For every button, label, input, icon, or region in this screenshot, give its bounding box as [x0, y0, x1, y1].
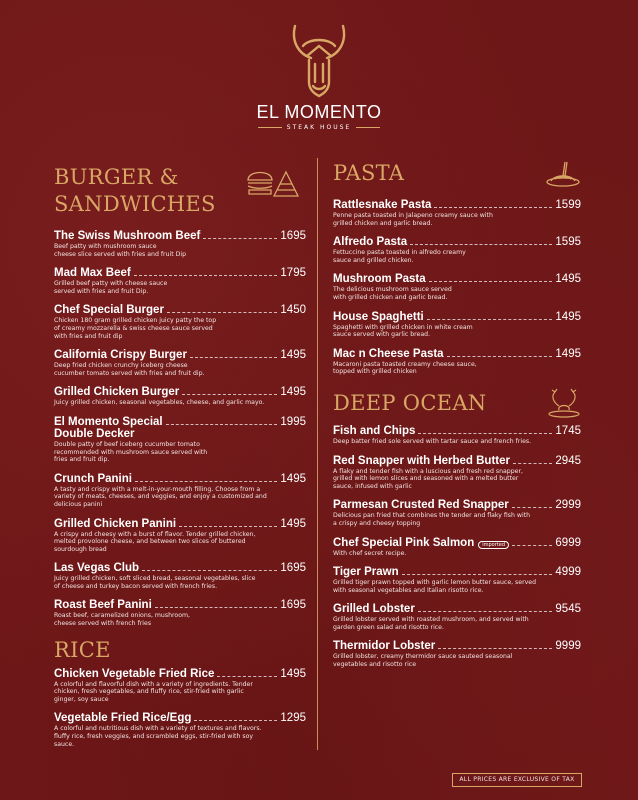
menu-item [54, 386, 306, 407]
menu-item [333, 311, 581, 339]
dotted-leader [512, 507, 553, 508]
item-name: Alfredo Pasta [333, 236, 408, 249]
item-name-line-2: Double Decker [54, 427, 135, 440]
item-name: Vegetable Fried Rice/Egg [54, 712, 192, 725]
item-name: Chef Special Pink Salmon [333, 536, 475, 549]
item-price: 1450 [280, 304, 306, 317]
section-title-rice: RICE [54, 637, 111, 662]
menu-item [54, 599, 306, 627]
item-name: Las Vegas Club [54, 562, 140, 575]
dotted-leader [134, 275, 278, 276]
menu-item [54, 349, 306, 377]
menu-item [333, 236, 581, 264]
item-name: Rattlesnake Pasta [333, 199, 432, 211]
item-price: 1795 [280, 267, 306, 280]
item-name: El Momento Special [54, 415, 163, 428]
item-description: A colorful and flavorful dish with a variety of ingredients. Tender chicken, fresh vegetables, and fluffy rice, stir-fried with garlic ginger, soy sauce [54, 680, 253, 703]
dotted-leader [167, 312, 277, 313]
menu-item [333, 537, 581, 558]
dotted-leader [418, 433, 552, 434]
dotted-leader [217, 676, 277, 677]
item-description: A tasty and crispy with a melt-in-your-mouth filling. Choose from a variety of meats, cheeses, and veggies, and enjoy a customized and delicious panini [54, 485, 267, 508]
tax-note: ALL PRICES ARE EXCLUSIVE OF TAX [452, 773, 582, 787]
item-price: 1995 [280, 415, 306, 428]
item-name: Crunch Panini [54, 472, 132, 485]
item-description: Double patty of beef iceberg cucumber tomato recommended with mushroom sauce served with fries and fruit dip. [54, 440, 208, 464]
section-title-text: PASTA [333, 161, 405, 185]
menu-item [54, 416, 306, 464]
section-title-text: DEEP OCEAN [333, 390, 487, 415]
item-description: Deep batter fried sole served with tartar sauce and french fries. [333, 437, 532, 445]
menu-item [333, 199, 581, 227]
menu-item [54, 668, 306, 704]
menu-item [54, 230, 306, 258]
item-name: Tiger Prawn [333, 566, 399, 579]
item-description: Spaghetti with grilled chicken in white cream sauce served with garlic bread. [333, 323, 473, 339]
imported-badge: imported [478, 541, 509, 549]
item-description: Penne pasta toasted in Jalapeno creamy sauce with grilled chicken and garlic bread. [333, 212, 493, 227]
item-price: 1745 [555, 424, 581, 437]
dotted-leader [410, 244, 552, 245]
item-price: 4999 [555, 566, 581, 579]
divider-line-right [356, 127, 380, 128]
dotted-leader [194, 720, 277, 721]
dotted-leader [179, 526, 277, 527]
item-name: California Crispy Burger [54, 349, 187, 362]
item-description: A flaky and tender fish with a luscious and fresh red snapper, grilled with lemon slices and seasoned with a melted butter sauce, infused with garlic [333, 467, 523, 490]
menu-item [54, 267, 306, 295]
item-description: A crispy and cheesy with a burst of flavor. Tender grilled chicken, melted provolone cheese, and between two slices of buttered sourdough bread [54, 530, 256, 553]
item-price: 1495 [555, 347, 581, 360]
lobster-icon [547, 388, 581, 418]
pasta-plate-icon [545, 160, 581, 188]
item-price: 1495 [280, 349, 306, 362]
menu-item [54, 712, 306, 748]
item-name: Parmesan Crusted Red Snapper [333, 499, 509, 512]
item-name: Mad Max Beef [54, 267, 131, 280]
item-price: 1495 [280, 386, 306, 399]
item-price: 9999 [555, 640, 581, 653]
dotted-leader [438, 648, 552, 649]
item-name: Roast Beef Panini [54, 599, 152, 612]
item-name: Grilled Chicken Panini [54, 517, 177, 530]
brand-subtitle-row [0, 124, 638, 131]
brand-subtitle: STEAK HOUSE [286, 124, 352, 131]
item-price: 1495 [555, 273, 581, 286]
dotted-leader [447, 356, 553, 357]
item-name: Grilled Lobster [333, 603, 415, 616]
item-price: 9545 [555, 603, 581, 616]
item-description: With chef secret recipe. [333, 549, 407, 557]
right-column [333, 160, 581, 678]
menu-item [54, 518, 306, 554]
item-description: Juicy grilled chicken, soft sliced bread, seasonal vegetables, slice of cheese and turkey bacon served with french fries. [54, 575, 256, 590]
item-name: Red Snapper with Herbed Butter [333, 454, 510, 467]
item-description: Chicken 180 gram grilled chicken juicy patty the top of creamy mozzarella & swiss cheese sauce served with fries and fruit dip [54, 317, 217, 340]
item-description: A colorful and nutritious dish with a variety of textures and flavors. fluffy rice, fresh veggies, and scrambled eggs, stir-fried with soy sauce. [54, 725, 262, 748]
section-title-line-2: SANDWICHES [54, 192, 216, 216]
brand-header [0, 20, 638, 131]
item-description: Macaroni pasta toasted creamy cheese sauce, topped with grilled chicken [333, 360, 477, 376]
bull-logo-icon [287, 20, 351, 100]
menu-item [54, 304, 306, 340]
item-price: 2945 [555, 454, 581, 467]
menu-item [333, 603, 581, 631]
dotted-leader [135, 481, 277, 482]
dotted-leader [418, 611, 553, 612]
item-description: The delicious mushroom sauce served with grilled chicken and garlic bread. [333, 286, 452, 301]
dotted-leader [190, 357, 277, 358]
item-price: 1595 [555, 236, 581, 249]
divider-line-left [258, 127, 282, 128]
item-name: Thermidor Lobster [333, 640, 436, 653]
section-title-ocean [333, 390, 581, 417]
dotted-leader [427, 319, 553, 320]
item-description: Grilled beef patty with cheese sauce served with fries and fruit Dip. [54, 280, 168, 295]
item-price: 6999 [555, 536, 581, 549]
item-name: Grilled Chicken Burger [54, 386, 180, 399]
dotted-leader [434, 207, 552, 208]
item-description: Juicy grilled chicken, seasonal vegetables, cheese, and garlic mayo. [54, 399, 265, 407]
item-price: 1695 [280, 230, 306, 242]
item-price: 1495 [280, 667, 306, 680]
item-name: Mushroom Pasta [333, 273, 426, 286]
item-price: 1495 [555, 310, 581, 323]
item-name: The Swiss Mushroom Beef [54, 230, 201, 242]
section-title-line-1: BURGER & [54, 165, 179, 189]
dotted-leader [429, 281, 553, 282]
menu-item [333, 566, 581, 594]
burger-sandwich-icon [246, 166, 300, 200]
item-name: House Spaghetti [333, 310, 424, 323]
menu-item [333, 348, 581, 376]
dotted-leader [513, 463, 552, 464]
brand-name: EL MOMENTO [256, 102, 382, 122]
item-price: 1295 [280, 712, 306, 725]
dotted-leader [166, 424, 278, 425]
dotted-leader [402, 574, 553, 575]
item-name: Chicken Vegetable Fried Rice [54, 667, 215, 680]
menu-item [333, 499, 581, 527]
item-description: Roast beef, caramelized onions, mushroom, cheese served with french fries [54, 612, 190, 628]
dotted-leader [203, 238, 277, 239]
item-description: Grilled tiger prawn topped with garlic lemon butter sauce, served with seasonal vegetables and Italian risotto rice. [333, 579, 537, 594]
item-description: Delicious pan fried that combines the tender and flaky fish with a crispy and cheesy topping [333, 512, 531, 527]
item-description: Grilled lobster, creamy thermidor sauce sauteed seasonal vegetables and risotto rice [333, 653, 513, 669]
item-description: Deep fried chicken crunchy iceberg cheese cucumber tomato served with fries and fruit dip. [54, 362, 205, 377]
item-name: Fish and Chips [333, 424, 416, 437]
menu-item [333, 455, 581, 491]
menu-item [54, 473, 306, 509]
item-price: 1599 [555, 199, 581, 211]
column-divider [317, 158, 318, 750]
item-price: 1495 [280, 472, 306, 485]
item-description: Grilled lobster served with roasted mushroom, and served with garden green salad and risotto rice. [333, 616, 529, 631]
dotted-leader [182, 394, 277, 395]
item-price: 2999 [555, 499, 581, 512]
item-name: Mac n Cheese Pasta [333, 347, 444, 360]
section-title-pasta [333, 160, 581, 187]
menu-item [333, 425, 581, 446]
item-description: Beef patty with mushroom sauce cheese slice served with fries and fruit Dip [54, 243, 187, 258]
menu-item [333, 273, 581, 301]
menu-item [333, 640, 581, 668]
dotted-leader [155, 607, 278, 608]
menu-item [54, 562, 306, 590]
item-description: Fettuccine pasta toasted in alfredo creamy sauce and grilled chicken. [333, 249, 466, 264]
item-price: 1695 [280, 562, 306, 575]
left-column [54, 164, 306, 757]
item-name: Chef Special Burger [54, 304, 164, 317]
dotted-leader [512, 545, 552, 546]
item-price: 1495 [280, 517, 306, 530]
dotted-leader [142, 570, 277, 571]
item-price: 1695 [280, 599, 306, 612]
section-title-burgers [54, 164, 306, 218]
